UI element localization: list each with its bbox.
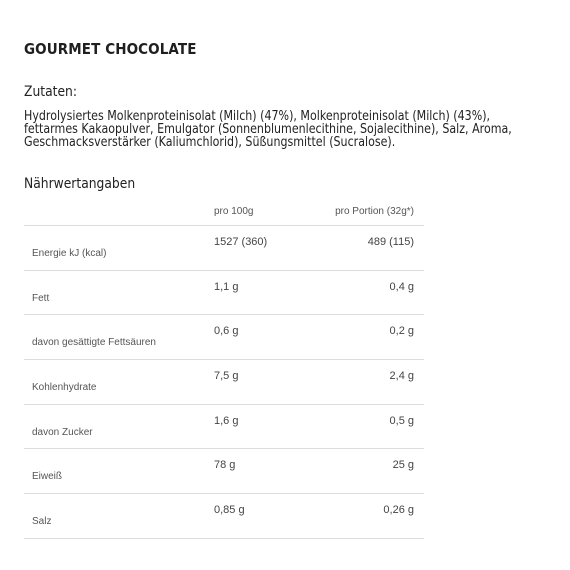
nutrition-heading: Nährwertangaben xyxy=(24,176,136,192)
nutrition-table xyxy=(24,200,424,539)
row-value-per-portion: 489 (115) xyxy=(367,236,414,248)
nutrition-table-header xyxy=(24,200,424,226)
row-value-per-100g: 1527 (360) xyxy=(214,236,268,248)
row-label: Eiweiß xyxy=(32,471,63,483)
product-title: GOURMET CHOCOLATE xyxy=(24,40,197,58)
row-value-per-portion: 2,4 g xyxy=(389,370,414,383)
row-value-per-100g: 0,6 g xyxy=(214,325,239,338)
table-row xyxy=(24,271,424,316)
row-value-per-100g: 1,6 g xyxy=(214,414,239,427)
ingredients-line: Geschmacksverstärker (Kaliumchlorid), Süßungsmittel (Sucralose). xyxy=(24,134,396,150)
table-row xyxy=(24,405,424,450)
ingredients-heading: Zutaten: xyxy=(24,84,78,100)
ingredients-line: Hydrolysiertes Molkenproteinisolat (Milch) (47%), Molkenproteinisolat (Milch) (43%), xyxy=(24,108,491,124)
ingredients-line: fettarmes Kakaopulver, Emulgator (Sonnenblumenlecithine, Sojalecithine), Salz, Aroma, xyxy=(24,121,512,137)
table-row xyxy=(24,226,424,271)
ingredients-text xyxy=(24,108,512,150)
row-value-per-portion: 0,5 g xyxy=(389,414,414,427)
table-row xyxy=(24,360,424,405)
row-value-per-portion: 25 g xyxy=(392,459,414,472)
row-label: Kohlenhydrate xyxy=(32,382,97,394)
row-label: Energie kJ (kcal) xyxy=(32,248,107,259)
column-header-per-100g: pro 100g xyxy=(214,206,254,217)
row-label: davon gesättigte Fettsäuren xyxy=(32,337,156,349)
row-value-per-100g: 1,1 g xyxy=(214,280,239,293)
row-label: Salz xyxy=(32,516,52,528)
row-label: davon Zucker xyxy=(32,426,93,438)
table-row xyxy=(24,315,424,360)
row-value-per-100g: 78 g xyxy=(214,459,236,472)
row-value-per-100g: 7,5 g xyxy=(214,370,239,383)
row-label: Fett xyxy=(32,292,50,304)
row-value-per-portion: 0,2 g xyxy=(389,325,414,338)
row-value-per-100g: 0,85 g xyxy=(214,504,245,517)
row-value-per-portion: 0,26 g xyxy=(383,504,414,517)
column-header-per-portion: pro Portion (32g*) xyxy=(335,206,414,217)
row-value-per-portion: 0,4 g xyxy=(389,280,414,293)
table-row xyxy=(24,449,424,494)
table-row xyxy=(24,494,424,539)
